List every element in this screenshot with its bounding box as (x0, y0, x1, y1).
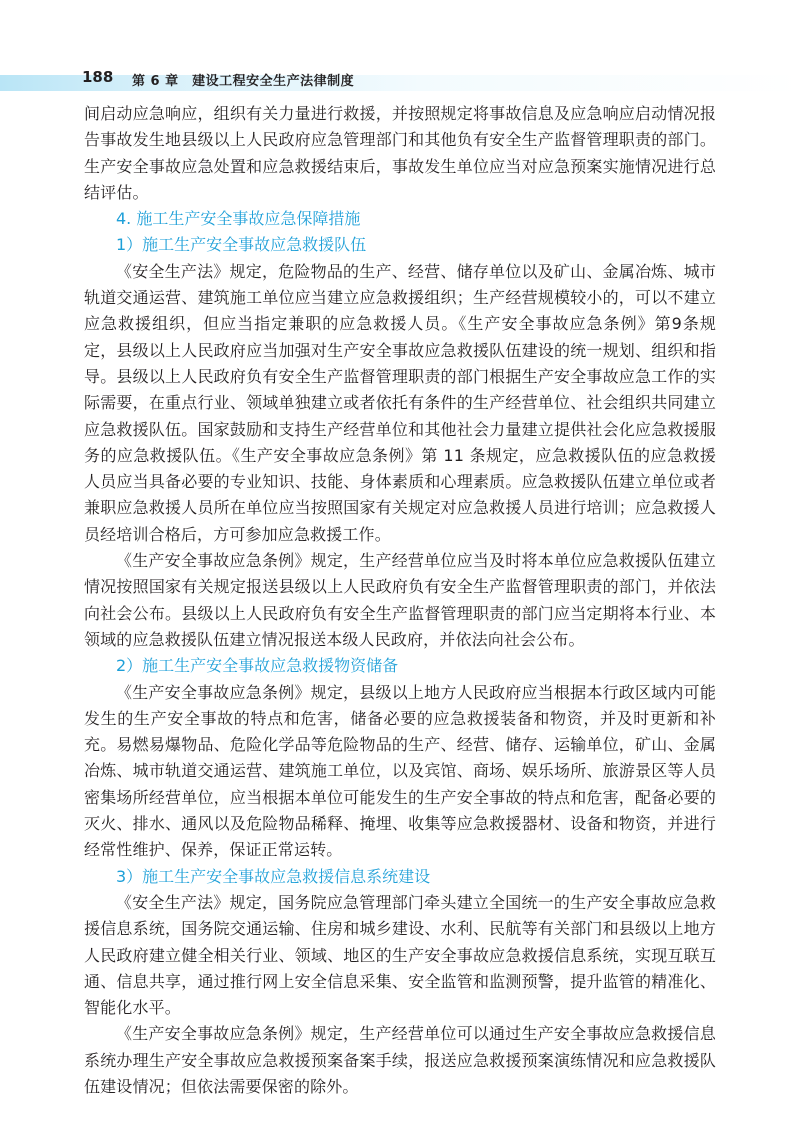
header-band (0, 75, 800, 91)
page-number: 188 (82, 68, 114, 86)
subsection-heading: 2）施工生产安全事故应急救援物资储备 (116, 656, 399, 676)
page-body (84, 101, 716, 1100)
paragraph: 《安全生产法》规定，危险物品的生产、经营、储存单位以及矿山、金属冶炼、城市轨道交通运营、建筑施工单位应当建立应急救援组织；生产经营规模较小的，可以不建立应急救援组织，但应当指定兼职的应急救援人员。《生产安全事故应急条例》第9条规定，县级以上人民政府应当加强对生产安全事故应急救援队伍建设的统一规划、组织和指导。县级以上人民政府负有安全生产监督管理职责的部门根据生产安全事故应急工作的实际需要，在重点行业、领域单独建立或者依托有条件的生产经营单位、社会组织共同建立应急救援队伍。国家鼓励和支持生产经营单位和其他社会力量建立提供社会化应急救援服务的应急救援队伍。《生产安全事故应急条例》第 11 条规定，应急救援队伍的应急救援人员应当具备必要的专业知识、技能、身体素质和心理素质。应急救援队伍建立单位或者兼职应急救援人员所在单位应当按照国家有关规定对应急救援人员进行培训；应急救援人员经培训合格后，方可参加应急救援工作。 (84, 261, 716, 544)
page-header (0, 62, 800, 92)
paragraph: 间启动应急响应，组织有关力量进行救援，并按照规定将事故信息及应急响应启动情况报告事故发生地县级以上人民政府应急管理部门和其他负有安全生产监督管理职责的部门。生产安全事故应急处置和应急救援结束后，事故发生单位应当对应急预案实施情况进行总结评估。 (84, 104, 716, 202)
paragraph: 《生产安全事故应急条例》规定，生产经营单位应当及时将本单位应急救援队伍建立情况按照国家有关规定报送县级以上人民政府负有安全生产监督管理职责的部门，并依法向社会公布。县级以上人民政府负有安全生产监督管理职责的部门应当定期将本行业、本领域的应急救援队伍建立情况报送本级人民政府，并依法向社会公布。 (84, 551, 716, 649)
paragraph: 《生产安全事故应急条例》规定，县级以上地方人民政府应当根据本行政区域内可能发生的生产安全事故的特点和危害，储备必要的应急救援装备和物资，并及时更新和补充。易燃易爆物品、危险化学品等危险物品的生产、经营、储存、运输单位，矿山、金属冶炼、城市轨道交通运营、建筑施工单位，以及宾馆、商场、娱乐场所、旅游景区等人员密集场所经营单位，应当根据本单位可能发生的生产安全事故的特点和危害，配备必要的灭火、排水、通风以及危险物品稀释、掩埋、收集等应急救援器材、设备和物资，并进行经常性维护、保养，保证正常运转。 (84, 682, 716, 860)
paragraph: 《安全生产法》规定，国务院应急管理部门牵头建立全国统一的生产安全事故应急救援信息系统，国务院交通运输、住房和城乡建设、水利、民航等有关部门和县级以上地方人民政府建立健全相关行业、领域、地区的生产安全事故应急救援信息系统，实现互联互通、信息共享，通过推行网上安全信息采集、安全监管和监测预警，提升监管的精准化、智能化水平。 (84, 892, 716, 1018)
chapter-title: 第 6 章 建设工程安全生产法律制度 (132, 74, 355, 89)
subsection-heading: 1）施工生产安全事故应急救援队伍 (116, 235, 367, 255)
paragraph: 《生产安全事故应急条例》规定，生产经营单位可以通过生产安全事故应急救援信息系统办理生产安全事故应急救援预案备案手续，报送应急救援预案演练情况和应急救援队伍建设情况；但依法需要保密的除外。 (84, 1024, 716, 1096)
subsection-heading: 3）施工生产安全事故应急救援信息系统建设 (116, 866, 431, 886)
section-heading: 4. 施工生产安全事故应急保障措施 (116, 209, 361, 229)
